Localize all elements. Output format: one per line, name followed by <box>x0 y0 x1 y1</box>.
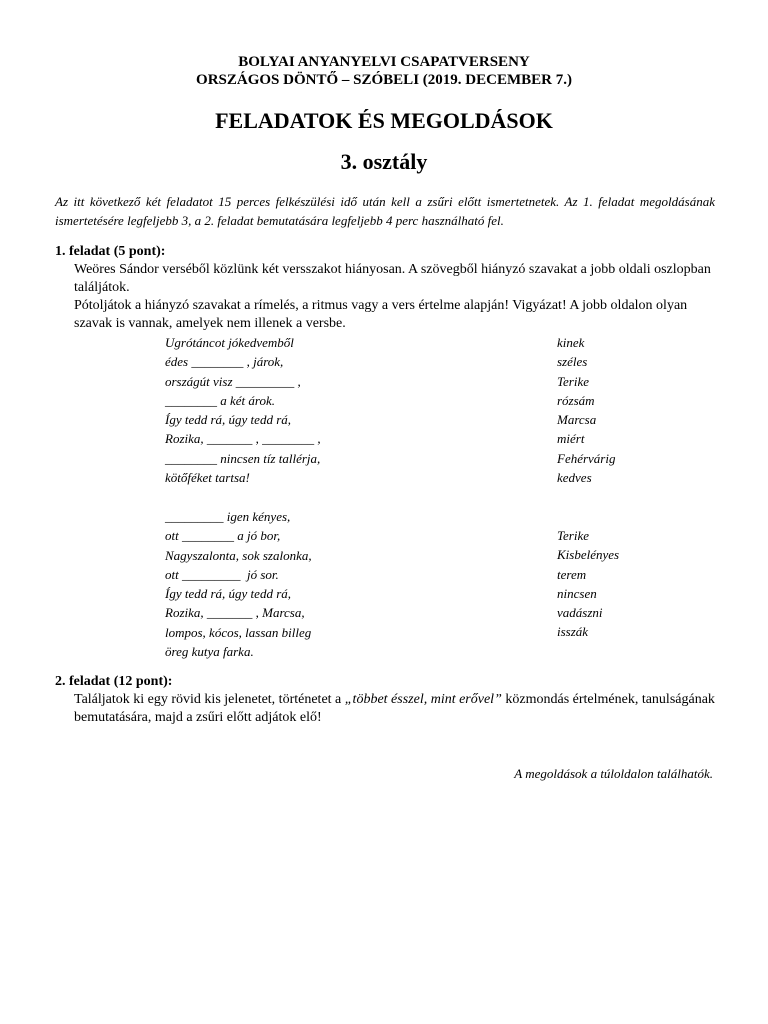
word-option: isszák <box>557 624 589 640</box>
word-list-1 <box>557 333 707 487</box>
poem-line: öreg kutya farka. <box>165 644 254 660</box>
word-option: vadászni <box>557 605 603 621</box>
task2-text-before: Találjatok ki egy rövid kis jelenetet, történetet a <box>74 692 345 707</box>
task2-text-after: közmondás értelmének, tanulságának bemutatására, majd a zsűri előtt adjátok elő! <box>74 692 715 725</box>
poem-line: kötőféket tartsa! <box>165 470 250 486</box>
proverb-quote: „többet ésszel, mint erővel” <box>344 692 502 707</box>
closing-note: A megoldások a túloldalon találhatók. <box>514 766 713 781</box>
word-option: Terike <box>557 528 590 543</box>
poem-line: ________ nincsen tíz tallérja, <box>165 450 321 466</box>
task2-paragraph <box>74 691 716 727</box>
competition-name: BOLYAI ANYANYELVI CSAPATVERSENY <box>238 54 530 70</box>
poem-line: Ugrótáncot jókedvemből <box>165 335 294 350</box>
poem-line: ________ a két árok. <box>165 392 275 408</box>
poem-line: Így tedd rá, úgy tedd rá, <box>165 586 292 602</box>
task2-title: 2. feladat (12 pont): <box>55 674 173 689</box>
page-title: FELADATOK ÉS MEGOLDÁSOK <box>215 108 553 133</box>
poem-line: lompos, kócos, lassan billeg <box>165 624 312 640</box>
poem-line: ott _________ jó sor. <box>165 566 279 582</box>
task1-paragraph-2: Pótoljátok a hiányzó szavakat a rímelés, a ritmus vagy a vers értelme alapján! Vigyázat! A jobb oldalon olyan szavak is vannak, amelyek nem illenek a versbe. <box>74 298 688 331</box>
round-info: ORSZÁGOS DÖNTŐ – SZÓBELI (2019. DECEMBER 7.) <box>196 72 572 88</box>
grade-title: 3. osztály <box>340 149 428 174</box>
poem-line: Rozika, _______ , Marcsa, <box>165 605 305 621</box>
poem-line: édes ________ , járok, <box>165 354 284 370</box>
poem-line: Nagyszalonta, sok szalonka, <box>165 547 312 563</box>
poem-stanza-2 <box>165 507 465 661</box>
word-option: miért <box>557 431 585 447</box>
poem-line: _________ igen kényes, <box>165 509 291 524</box>
word-option: Fehérvárig <box>557 450 616 466</box>
word-option: terem <box>557 566 587 582</box>
intro-text: Az itt következő két feladatot 15 perces felkészülési idő után kell a zsűri előtt ismertetnetek. Az 1. feladat megoldásának ismertetésére legfeljebb 3, a 2. feladat bemutatására legfeljebb 4 perc használható fel. <box>55 194 715 228</box>
poem-stanza-1 <box>165 333 465 487</box>
task1-title: 1. feladat (5 pont): <box>55 244 166 259</box>
task2-instructions <box>74 691 716 727</box>
word-option: kedves <box>557 470 592 486</box>
word-option: rózsám <box>557 392 595 408</box>
word-option: nincsen <box>557 585 597 601</box>
word-list-2 <box>557 526 707 642</box>
poem-line: ott ________ a jó bor, <box>165 528 281 544</box>
word-option: kinek <box>557 335 585 350</box>
poem-line: Rozika, _______ , ________ , <box>165 431 321 447</box>
task1-paragraph-1: Weöres Sándor verséből közlünk két versszakot hiányosan. A szövegből hiányzó szavakat a jobb oldali oszlopban találjátok. <box>74 262 711 295</box>
task1-instructions <box>74 261 716 333</box>
word-option: Terike <box>557 373 590 389</box>
word-option: széles <box>557 354 588 370</box>
word-option: Marcsa <box>557 412 597 428</box>
poem-line: országút visz _________ , <box>165 373 301 389</box>
word-option: Kisbelényes <box>557 547 620 563</box>
poem-line: Így tedd rá, úgy tedd rá, <box>165 412 292 428</box>
